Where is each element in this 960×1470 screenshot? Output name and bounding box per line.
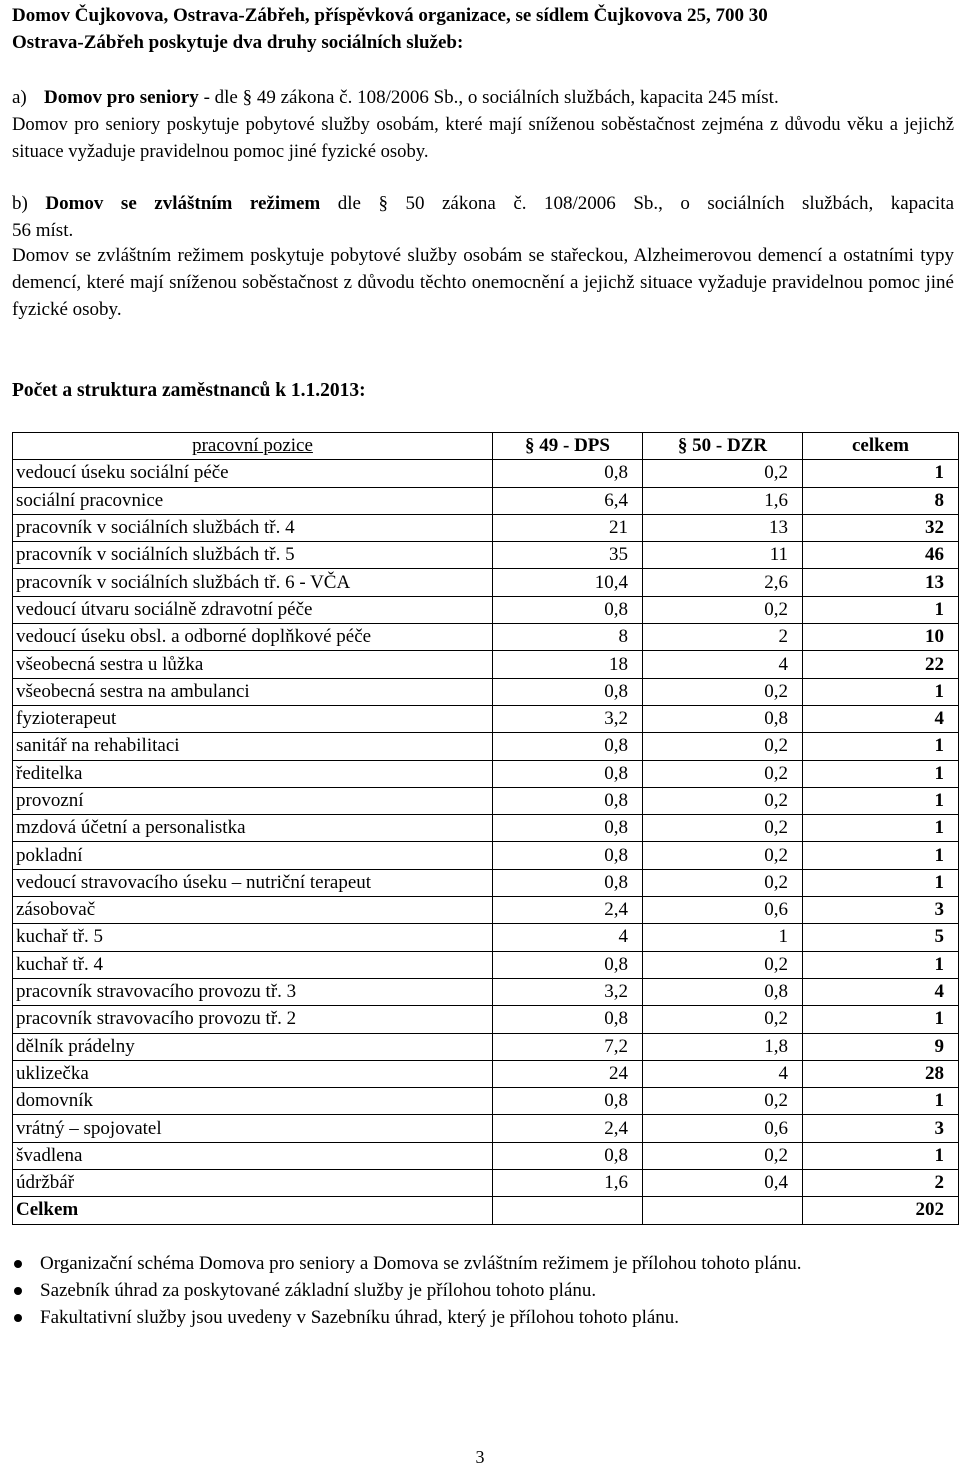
- cell-total: 28: [803, 1060, 959, 1087]
- cell-dps: 0,8: [493, 815, 643, 842]
- cell-dzr: 0,2: [643, 1088, 803, 1115]
- cell-dzr: 0,2: [643, 1142, 803, 1169]
- cell-dps: 0,8: [493, 951, 643, 978]
- col-header-dps: § 49 - DPS: [493, 433, 643, 460]
- table-row: [13, 651, 959, 678]
- cell-dps: 8: [493, 624, 643, 651]
- cell-dps: 21: [493, 514, 643, 541]
- cell-dps: 6,4: [493, 487, 643, 514]
- cell-total: 9: [803, 1033, 959, 1060]
- cell-position: fyzioterapeut: [13, 705, 493, 732]
- item-a-title: Domov pro seniory: [44, 87, 199, 108]
- cell-total: 10: [803, 624, 959, 651]
- cell-position: vrátný – spojovatel: [13, 1115, 493, 1142]
- table-row: [13, 624, 959, 651]
- cell-position: uklizečka: [13, 1060, 493, 1087]
- table-row: [13, 678, 959, 705]
- table-row: [13, 842, 959, 869]
- cell-dps: 10,4: [493, 569, 643, 596]
- cell-dps: 0,8: [493, 787, 643, 814]
- table-row: [13, 460, 959, 487]
- cell-dzr: 0,2: [643, 951, 803, 978]
- table-row: [13, 1142, 959, 1169]
- cell-dzr: 0,2: [643, 1006, 803, 1033]
- notes-list: [12, 1250, 954, 1331]
- cell-dps: 7,2: [493, 1033, 643, 1060]
- cell-position: dělník prádelny: [13, 1033, 493, 1060]
- cell-total: 13: [803, 569, 959, 596]
- table-header-row: [13, 433, 959, 460]
- cell-total: 1: [803, 869, 959, 896]
- cell-position: vedoucí stravovacího úseku – nutriční terapeut: [13, 869, 493, 896]
- cell-total: 1: [803, 1006, 959, 1033]
- cell-dzr: 2: [643, 624, 803, 651]
- table-row: [13, 924, 959, 951]
- item-b-label: b): [12, 193, 28, 214]
- cell-total: 1: [803, 815, 959, 842]
- cell-total: 1: [803, 787, 959, 814]
- cell-dps: 0,8: [493, 596, 643, 623]
- cell-position: provozní: [13, 787, 493, 814]
- col-header-position: pracovní pozice: [13, 433, 493, 460]
- cell-dzr: 1: [643, 924, 803, 951]
- cell-dzr: 13: [643, 514, 803, 541]
- cell-dps: 0,8: [493, 1142, 643, 1169]
- cell-total: 8: [803, 487, 959, 514]
- item-b-heading: [12, 190, 954, 217]
- table-row: [13, 869, 959, 896]
- cell-dzr: 0,8: [643, 705, 803, 732]
- cell-total: 3: [803, 897, 959, 924]
- page-number: 3: [475, 1447, 485, 1467]
- cell-total: 4: [803, 705, 959, 732]
- item-a-description: Domov pro seniory poskytuje pobytové služby osobám, které mají sníženou soběstačnost zejména z důvodu věku a jejichž situace vyžaduje pravidelnou pomoc jiné fyzické osoby.: [12, 114, 954, 162]
- cell-dzr: 0,2: [643, 842, 803, 869]
- table-row: [13, 951, 959, 978]
- cell-position: mzdová účetní a personalistka: [13, 815, 493, 842]
- cell-position: vedoucí úseku sociální péče: [13, 460, 493, 487]
- cell-dps: 35: [493, 542, 643, 569]
- cell-dps: 0,8: [493, 460, 643, 487]
- col-header-total: celkem: [803, 433, 959, 460]
- cell-dzr: 0,2: [643, 869, 803, 896]
- table-row: [13, 1006, 959, 1033]
- item-b-heading-cont: 56 míst.: [12, 220, 74, 241]
- cell-position: švadlena: [13, 1142, 493, 1169]
- cell-dzr: 4: [643, 651, 803, 678]
- table-row: [13, 569, 959, 596]
- cell-dzr: 0,4: [643, 1170, 803, 1197]
- cell-total: 1: [803, 596, 959, 623]
- cell-position: pracovník v sociálních službách tř. 4: [13, 514, 493, 541]
- cell-dps: 18: [493, 651, 643, 678]
- table-row: [13, 897, 959, 924]
- cell-dzr: 1,8: [643, 1033, 803, 1060]
- cell-position: ředitelka: [13, 760, 493, 787]
- cell-dzr: 0,2: [643, 460, 803, 487]
- cell-dps: 0,8: [493, 760, 643, 787]
- item-a-label: a): [12, 87, 27, 108]
- note-item: Fakultativní služby jsou uvedeny v Sazebníku úhrad, který je přílohou tohoto plánu.: [12, 1304, 954, 1331]
- cell-total: 32: [803, 514, 959, 541]
- cell-dps: 2,4: [493, 897, 643, 924]
- cell-dzr: 4: [643, 1060, 803, 1087]
- table-row: [13, 733, 959, 760]
- cell-dps: 24: [493, 1060, 643, 1087]
- table-row: [13, 1115, 959, 1142]
- cell-total: 5: [803, 924, 959, 951]
- cell-dps: 3,2: [493, 705, 643, 732]
- cell-dzr: 11: [643, 542, 803, 569]
- cell-dps: 2,4: [493, 1115, 643, 1142]
- table-row: [13, 1170, 959, 1197]
- cell-dzr: 0,2: [643, 787, 803, 814]
- cell-total: 4: [803, 978, 959, 1005]
- cell-dzr: 0,2: [643, 678, 803, 705]
- cell-dps: 0,8: [493, 1088, 643, 1115]
- cell-dzr: 1,6: [643, 487, 803, 514]
- cell-dzr: 2,6: [643, 569, 803, 596]
- cell-position: zásobovač: [13, 897, 493, 924]
- total-value: 202: [803, 1197, 959, 1224]
- table-row: [13, 514, 959, 541]
- item-a-rest: - dle § 49 zákona č. 108/2006 Sb., o sociálních službách, kapacita 245 míst.: [198, 87, 779, 108]
- note-item: Organizační schéma Domova pro seniory a Domova se zvláštním režimem je přílohou tohoto plánu.: [12, 1250, 954, 1277]
- table-row: [13, 815, 959, 842]
- bullet-icon: [14, 1260, 22, 1268]
- cell-dps: 4: [493, 924, 643, 951]
- cell-total: 1: [803, 951, 959, 978]
- note-item: Sazebník úhrad za poskytované základní služby je přílohou tohoto plánu.: [12, 1277, 954, 1304]
- cell-dzr: 0,6: [643, 897, 803, 924]
- cell-position: sanitář na rehabilitaci: [13, 733, 493, 760]
- table-row: [13, 487, 959, 514]
- cell-total: 3: [803, 1115, 959, 1142]
- table-row: [13, 705, 959, 732]
- cell-dps: 1,6: [493, 1170, 643, 1197]
- cell-position: pracovník v sociálních službách tř. 6 - VČA: [13, 569, 493, 596]
- bullet-icon: [14, 1287, 22, 1295]
- cell-dzr: 0,2: [643, 596, 803, 623]
- item-b-rest: dle § 50 zákona č. 108/2006 Sb., o sociálních službách, kapacita: [320, 193, 954, 214]
- cell-position: vedoucí úseku obsl. a odborné doplňkové péče: [13, 624, 493, 651]
- table-row: [13, 760, 959, 787]
- cell-total: 1: [803, 1088, 959, 1115]
- table-row: [13, 1033, 959, 1060]
- cell-position: pracovník stravovacího provozu tř. 3: [13, 978, 493, 1005]
- table-row: [13, 1088, 959, 1115]
- cell-position: všeobecná sestra na ambulanci: [13, 678, 493, 705]
- cell-total: 22: [803, 651, 959, 678]
- cell-position: pracovník stravovacího provozu tř. 2: [13, 1006, 493, 1033]
- cell-total: 1: [803, 733, 959, 760]
- cell-dps: 3,2: [493, 978, 643, 1005]
- cell-dps: 0,8: [493, 1006, 643, 1033]
- cell-position: pokladní: [13, 842, 493, 869]
- cell-dps: 0,8: [493, 842, 643, 869]
- cell-total: 1: [803, 678, 959, 705]
- cell-position: kuchař tř. 4: [13, 951, 493, 978]
- cell-dps: 0,8: [493, 869, 643, 896]
- cell-dzr: 0,2: [643, 733, 803, 760]
- cell-total: 1: [803, 460, 959, 487]
- cell-dps: 0,8: [493, 733, 643, 760]
- cell-position: pracovník v sociálních službách tř. 5: [13, 542, 493, 569]
- cell-dzr: 0,6: [643, 1115, 803, 1142]
- cell-dps: 0,8: [493, 678, 643, 705]
- cell-dzr: 0,2: [643, 815, 803, 842]
- staff-table: [12, 432, 959, 1225]
- table-total-row: [13, 1197, 959, 1224]
- cell-position: kuchař tř. 5: [13, 924, 493, 951]
- cell-position: údržbář: [13, 1170, 493, 1197]
- cell-position: vedoucí útvaru sociálně zdravotní péče: [13, 596, 493, 623]
- cell-total: 1: [803, 1142, 959, 1169]
- cell-dzr: 0,8: [643, 978, 803, 1005]
- item-b-title: Domov se zvláštním režimem: [45, 193, 321, 214]
- cell-position: sociální pracovnice: [13, 487, 493, 514]
- cell-position: všeobecná sestra u lůžka: [13, 651, 493, 678]
- cell-dzr: 0,2: [643, 760, 803, 787]
- section-title: Počet a struktura zaměstnanců k 1.1.2013:: [12, 380, 366, 401]
- cell-total: 46: [803, 542, 959, 569]
- intro-line-2: Ostrava-Zábřeh poskytuje dva druhy sociálních služeb:: [12, 32, 464, 53]
- table-row: [13, 787, 959, 814]
- table-row: [13, 978, 959, 1005]
- total-label: Celkem: [13, 1197, 493, 1224]
- col-header-dzr: § 50 - DZR: [643, 433, 803, 460]
- item-b-description: Domov se zvláštním režimem poskytuje pobytové služby osobám se stařeckou, Alzheimerovou demencí a ostatními typy demencí, které mají sníženou soběstačnost z důvodu těchto onemocnění a jejichž situace vyžaduje pravidelnou pomoc jiné fyzické osoby.: [12, 245, 954, 320]
- intro-line-1: Domov Čujkovova, Ostrava-Zábřeh, příspěvková organizace, se sídlem Čujkovova 25, 700 30: [12, 5, 768, 26]
- bullet-icon: [14, 1314, 22, 1322]
- cell-total: 2: [803, 1170, 959, 1197]
- cell-position: domovník: [13, 1088, 493, 1115]
- cell-total: 1: [803, 760, 959, 787]
- cell-total: 1: [803, 842, 959, 869]
- table-row: [13, 1060, 959, 1087]
- table-row: [13, 596, 959, 623]
- table-row: [13, 542, 959, 569]
